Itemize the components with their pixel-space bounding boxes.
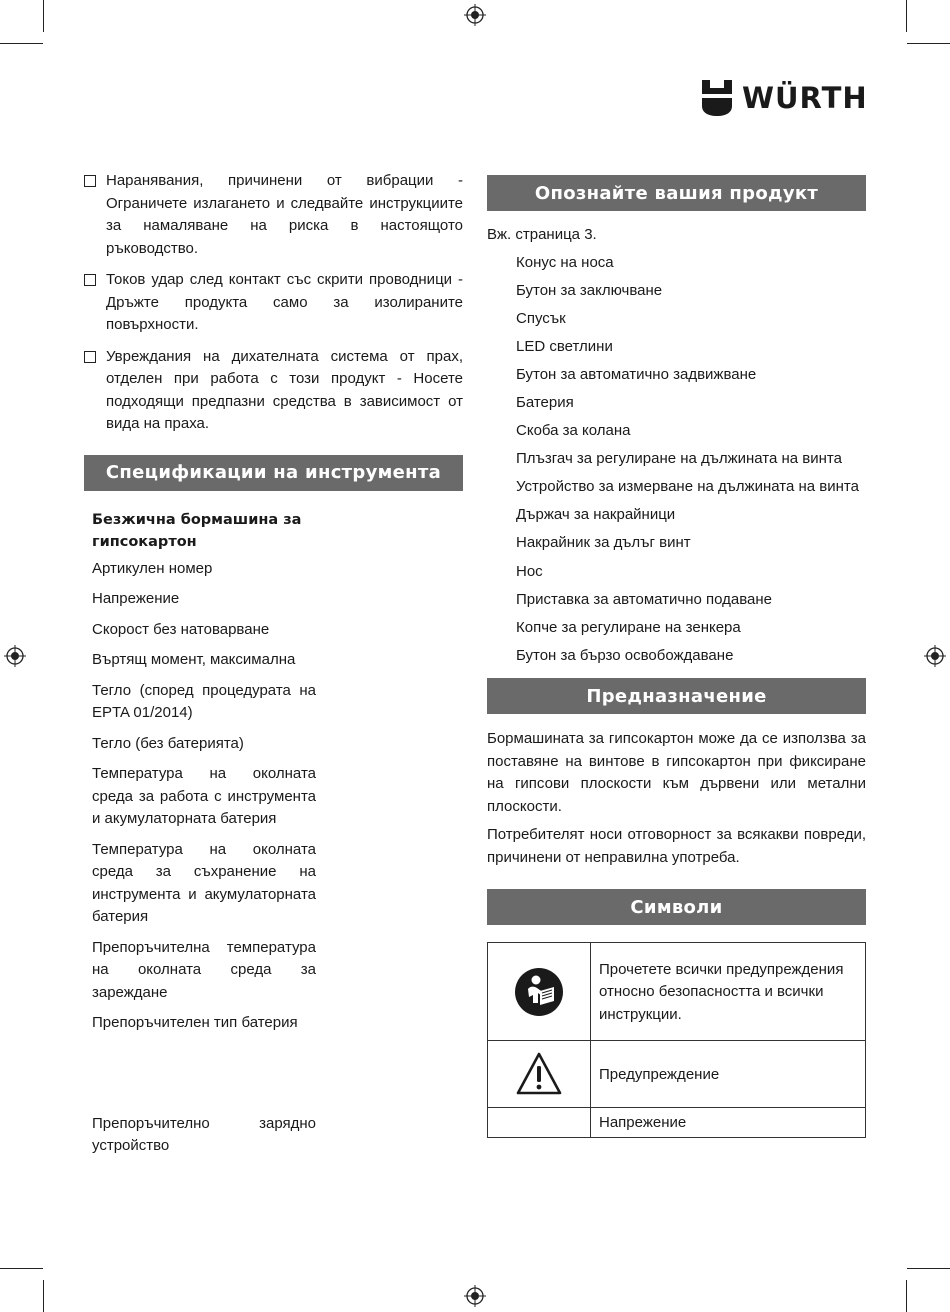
spec-item: Напрежение [92,590,180,607]
warning-triangle-icon [515,1051,563,1097]
spec-item: Температура на околната среда за работа с инструмента и акумулаторната батерия [92,765,316,827]
part-item: Конус на носа [516,253,614,271]
spec-item: Артикулен номер [92,559,213,577]
crop-mark [0,43,43,44]
crop-mark [906,0,907,32]
part-item: Устройство за измерване на дължината на винта [516,478,859,496]
brand-logo [700,80,868,116]
hazard-text: Увреждания на дихателната система от прах, отделен при работа с този продукт - Носете подходящи предпазни средства в зависимост от вида на праха. [106,347,463,432]
part-item: Скоба за колана [516,422,631,440]
read-manual-icon [514,967,564,1017]
spec-item: Скорост без натоварване [92,620,270,638]
symbols-table [487,942,866,1138]
spec-item: Тегло (без батерията) [92,734,244,752]
crop-mark [907,43,950,44]
part-item: LED светлини [516,337,613,355]
spec-item: Температура на околната среда за съхранение на инструмента и акумулаторната батерия [92,840,316,925]
registration-mark-icon [4,645,26,667]
part-item: Приставка за автоматично подаване [516,590,773,608]
section-title-specs: Спецификации на инструмента [84,455,463,491]
part-item: Батерия [516,393,574,411]
table-row [488,1041,866,1108]
purpose-paragraph: Бормашината за гипсокартон може да се използва за поставяне на винтове в гипсокартон при фиксиране на гипсови плоскости към дървени или метални плоскости. [487,730,866,815]
wurth-logo-icon [700,80,734,116]
spec-item: Препоръчително зарядно устройство [92,1114,316,1154]
section-title-product: Опознайте вашия продукт [487,175,866,211]
symbol-icon-cell [488,1041,591,1108]
brand-name: WÜRTH [742,80,868,115]
symbol-description: Напрежение [591,1108,866,1138]
symbol-icon-cell [488,1108,591,1138]
registration-mark-icon [464,1285,486,1307]
hazard-item [84,170,463,260]
right-column [487,175,866,1138]
part-item: Бутон за автоматично задвижване [516,365,757,383]
checkbox-square-icon [84,175,96,187]
part-item: Плъзгач за регулиране на дължината на винта [516,450,842,468]
spec-item: Препоръчителна температура на околната среда за зареждане [92,938,316,1001]
part-item: Нос [516,562,543,580]
hazard-text: Наранявания, причинени от вибрации - Ограничете излагането и следвайте инструкциите за намаляване на риска в настоящото ръководство. [106,172,463,257]
crop-mark [43,0,44,32]
registration-mark-icon [924,645,946,667]
purpose-body [487,728,866,869]
checkbox-square-icon [84,274,96,286]
section-title-symbols: Символи [487,889,866,925]
part-item: Държач за накрайници [516,506,676,524]
hazard-text: Токов удар след контакт със скрити проводници - Дръжте продукта само за изолираните повърхности. [106,271,463,333]
spec-item: Препоръчителен тип батерия [92,1014,298,1031]
spec-list [92,509,316,1158]
crop-mark [43,1280,44,1312]
part-item: Бутон за заключване [516,281,663,299]
section-title-purpose: Предназначение [487,678,866,714]
symbol-icon-cell [488,943,591,1041]
parts-list [487,252,866,668]
hazard-item [84,346,463,436]
checkbox-square-icon [84,351,96,363]
crop-mark [906,1280,907,1312]
crop-mark [0,1268,43,1269]
hazard-item [84,269,463,337]
part-item: Накрайник за дълъг винт [516,534,691,552]
part-item: Спусък [516,309,566,327]
symbol-description: Предупреждение [591,1041,866,1108]
spec-item: Въртящ момент, максимална [92,651,296,668]
table-row [488,1108,866,1138]
product-intro: Вж. страница 3. [487,226,597,243]
table-row [488,943,866,1041]
part-item: Бутон за бързо освобождаване [516,646,734,664]
symbol-description: Прочетете всички предупреждения относно безопасността и всички инструкции. [591,943,866,1041]
spec-item: Тегло (според процедурата на EPTA 01/2014) [92,681,316,721]
purpose-paragraph: Потребителят носи отговорност за всякакви повреди, причинени от неправилна употреба. [487,826,866,866]
crop-mark [907,1268,950,1269]
spec-product-heading: Безжична бормашина за гипсокартон [92,511,302,550]
left-column [84,170,463,1166]
registration-mark-icon [464,4,486,26]
part-item: Копче за регулиране на зенкера [516,618,741,636]
